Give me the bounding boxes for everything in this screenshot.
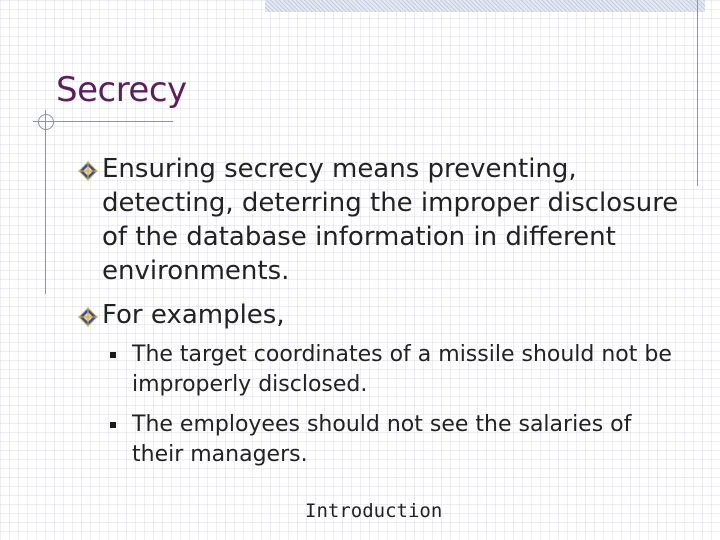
slide-title: Secrecy bbox=[56, 70, 187, 110]
slide-footer: Introduction bbox=[305, 500, 443, 522]
left-vertical-rule bbox=[45, 110, 46, 294]
sub-bullet-text: The target coordinates of a missile should not be improperly disclosed. bbox=[132, 342, 672, 397]
title-underline bbox=[33, 121, 173, 122]
bullet-item bbox=[78, 152, 698, 288]
bullet-list bbox=[78, 152, 698, 342]
sub-bullet-item bbox=[110, 340, 680, 400]
square-bullet-icon bbox=[110, 422, 116, 428]
sub-bullet-text: The employees should not see the salaries of their managers. bbox=[132, 412, 632, 467]
square-bullet-icon bbox=[110, 352, 116, 358]
bullet-text: For examples, bbox=[102, 300, 285, 330]
title-circle-ornament bbox=[38, 114, 54, 130]
bullet-text: Ensuring secrecy means preventing, detecting, deterring the improper disclosure of the database information in different environments. bbox=[102, 154, 679, 286]
diamond-star-bullet-icon bbox=[78, 307, 98, 327]
sub-bullet-item bbox=[110, 410, 680, 470]
top-decorative-bar bbox=[265, 0, 705, 12]
sub-bullet-list bbox=[110, 340, 680, 480]
bullet-item bbox=[78, 298, 698, 332]
diamond-star-bullet-icon bbox=[78, 161, 98, 181]
